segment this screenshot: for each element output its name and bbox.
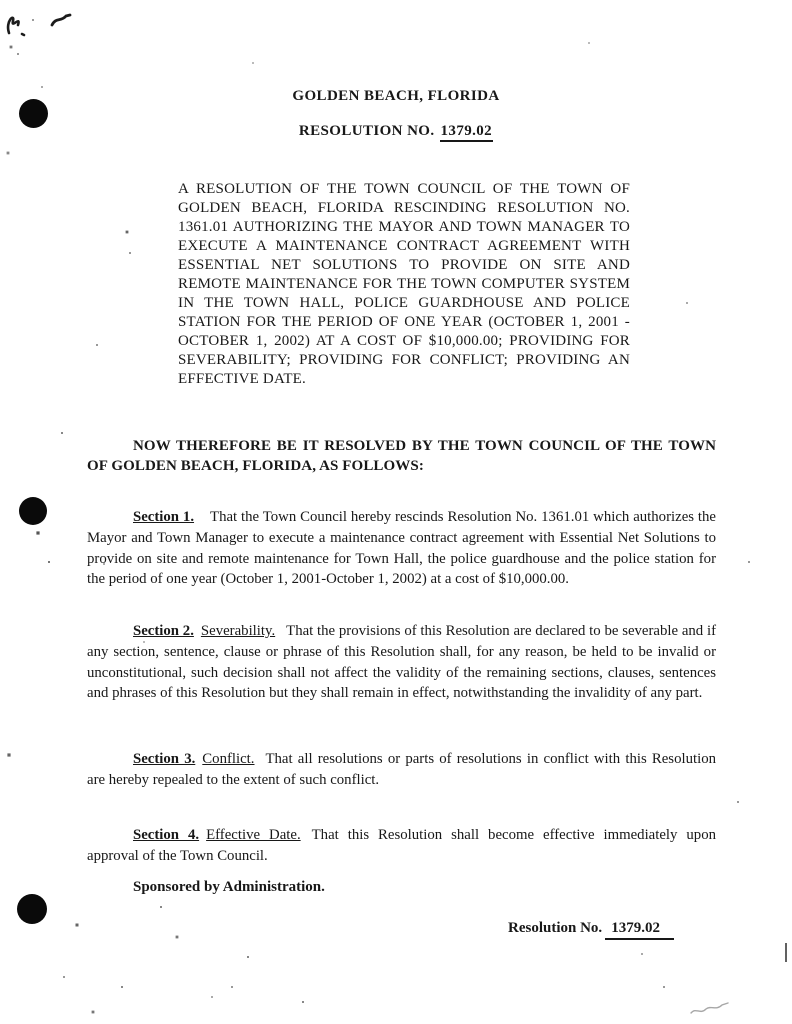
footer-resolution-no bbox=[508, 920, 674, 940]
doc-city-header bbox=[0, 88, 792, 105]
section-1-body: That the Town Council hereby rescinds Resolution No. 1361.01 which authorizes the Mayor and Town Manager to execute a maintenance contract agreement with Essential Net Solutions to provide on site and remote maintenance for Town Hall, the police guardhouse and the police station for the period of one year (October 1, 2001-October 1, 2002) at a cost of $10,000.00. bbox=[87, 509, 716, 588]
footer-number: 1379.02 bbox=[605, 921, 674, 940]
section-1 bbox=[87, 507, 716, 590]
corner-scan-smudge bbox=[688, 1001, 742, 1017]
hole-punch-middle bbox=[19, 497, 47, 525]
section-2-label: Section 2. bbox=[133, 623, 194, 639]
scan-line-artifact bbox=[785, 943, 787, 962]
section-4 bbox=[87, 825, 716, 867]
section-2-body: That the provisions of this Resolution are declared to be severable and if any section, sentence, clause or phrase of this Resolution shall, for any reason, be held to be invalid or unconstitutional, such decision shall not affect the validity of the remaining sections, clauses, sentences and phrases of this Resolution but they shall remain in effect, notwithstanding the invalidity of any part. bbox=[87, 623, 717, 702]
hole-punch-bottom bbox=[17, 894, 47, 924]
resolution-heading-prefix: RESOLUTION NO. bbox=[298, 123, 435, 139]
footer-label: Resolution No. bbox=[508, 920, 603, 936]
section-4-label: Section 4. bbox=[133, 827, 200, 843]
handwritten-mark bbox=[2, 6, 74, 42]
section-4-body: That this Resolution shall become effective immediately upon approval of the Town Council. bbox=[87, 827, 716, 864]
preamble-paragraph: A RESOLUTION OF THE TOWN COUNCIL OF THE TOWN OF GOLDEN BEACH, FLORIDA RESCINDING RESOLUTION NO. 1361.01 AUTHORIZING THE MAYOR AND TOWN MANAGER TO EXECUTE A MAINTENANCE CONTRACT AGREEMENT WITH ESSENTIAL NET SOLUTIONS TO PROVIDE ON SITE AND REMOTE MAINTENANCE FOR THE TOWN COMPUTER SYSTEM IN THE TOWN HALL, POLICE GUARDHOUSE AND POLICE STATION FOR THE PERIOD OF ONE YEAR (OCTOBER 1, 2001 - OCTOBER 1, 2002) AT A COST OF $10,000.00; PROVIDING FOR SEVERABILITY; PROVIDING FOR CONFLICT; PROVIDING AN EFFECTIVE DATE. bbox=[178, 181, 630, 387]
section-3-label: Section 3. bbox=[133, 751, 196, 767]
section-2 bbox=[87, 621, 716, 704]
city-header-text: GOLDEN BEACH, FLORIDA bbox=[292, 88, 500, 104]
section-4-subtitle: Effective Date. bbox=[206, 827, 301, 843]
section-3 bbox=[87, 749, 716, 791]
section-2-subtitle: Severability. bbox=[200, 623, 276, 639]
section-3-body: That all resolutions or parts of resolutions in conflict with this Resolution are hereby repealed to the extent of such conflict. bbox=[87, 751, 716, 788]
section-1-label: Section 1. bbox=[133, 509, 195, 525]
resolution-heading-number: 1379.02 bbox=[440, 124, 494, 142]
sponsor-line: Sponsored by Administration. bbox=[133, 879, 325, 895]
scan-noise-speckles bbox=[0, 0, 2, 2]
section-3-subtitle: Conflict. bbox=[202, 751, 255, 767]
resolved-clause: NOW THEREFORE BE IT RESOLVED BY THE TOWN COUNCIL OF THE TOWN OF GOLDEN BEACH, FLORIDA, AS FOLLOWS: bbox=[87, 438, 716, 474]
doc-resolution-heading bbox=[0, 123, 792, 142]
